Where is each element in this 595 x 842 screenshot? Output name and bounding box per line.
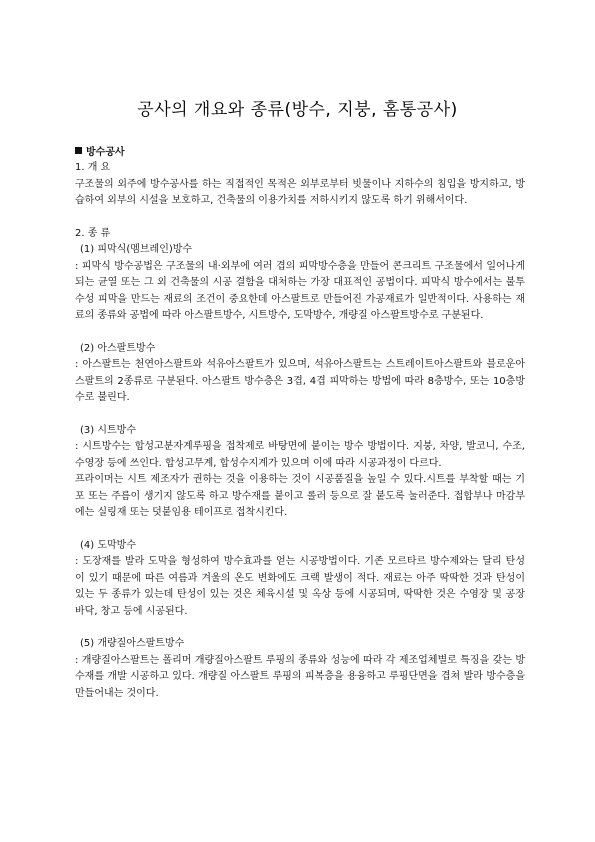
overview-heading: 1. 개 요 [75,162,111,173]
type-heading-asphalt: (2) 아스팔트방수 [80,342,156,354]
spacer [75,522,525,538]
types-heading: 2. 종 류 [75,227,111,239]
type-paragraph-coating: : 도장재를 발라 도막을 형성하여 방수효과를 얻는 시공방법이다. 기존 모르타르 방수제와는 달리 탄성이 있기 때문에 따른 여름과 겨울의 온도 변화에도 크랙 발생이 적다. 재료는 아주 딱딱한 것과 탄성이 있는 두 종류가 있는데 탄성이 있는 것은 체육시설 및 옥상 등에 시공되며, 딱딱한 것은 수영장 및 공장바닥, 창고 등에 시공된다. [75,556,525,617]
spacer [75,325,525,341]
type-paragraph-asphalt: : 아스팔트는 천연아스팔트와 석유아스팔트가 있으며, 석유아스팔트는 스트레이트아스팔트와 블로운아스팔트의 2종류로 구분된다. 아스팔트 방수층은 3겹, 4겹 피막하는 방법에 따라 8층방수, 또는 10층방수로 불린다. [75,359,525,403]
spacer [75,407,525,423]
spacer [75,210,525,226]
type-paragraph-modified-asphalt: : 개량질아스팔트는 폴리머 개량질아스팔트 루핑의 종류와 성능에 따라 각 제조업체별로 특징을 갖는 방수재를 개발 시공하고 있다. 개량질 아스팔트 루핑의 피복층을 용융하고 루핑단면을 겹쳐 발라 방수층을 만들어내는 것이다. [75,654,525,699]
square-bullet-icon [75,147,82,154]
overview-paragraph: 구조물의 외주에 방수공사를 하는 직접적인 목적은 외부로부터 빗물이나 지하수의 침입을 방지하고, 방습하여 외부의 시설을 보호하고, 건축물의 이용가치를 저하시키지 않도록 하기 위해서이다. [75,178,525,206]
type-paragraph-membrane: : 피막식 방수공법은 구조물의 내·외부에 여러 겹의 피막방수층을 만들어 콘크리트 구조물에서 일어나게 되는 균열 또는 그 외 건축물의 시공 결함을 대처하는 가장 대표적인 공법이다. 피막식 방수에서는 불투수성 피막을 만드는 재료의 조건이 중요한데 아스팔트로 만들어진 가공재료가 일반적이다. 사용하는 재료의 종류와 공법에 따라 아스팔트방수, 시트방수, 도막방수, 개량질 아스팔트방수로 구분된다. [75,260,525,321]
type-paragraph-sheet-primer: 프라이머는 시트 제조자가 권하는 것을 이용하는 것이 시공품질을 높일 수 있다.시트를 부착할 때는 기포 또는 주름이 생기지 않도록 하고 방수재를 붙이고 롤러 등으로 잘 붙도록 눌러준다. 접합부나 마감부에는 실링재 또는 덧붙임용 테이프로 접착시킨다. [75,474,525,518]
type-heading-modified-asphalt: (5) 개량질아스팔트방수 [80,638,185,649]
type-heading-coating: (4) 도막방수 [80,539,136,551]
spacer [75,620,525,636]
type-heading-sheet: (3) 시트방수 [80,424,136,436]
section-heading [75,146,525,160]
page-title: 공사의 개요와 종류(방수, 지붕, 홈통공사) [137,100,458,120]
type-paragraph-sheet: : 시트방수는 합성고분자계루핑을 접착제로 바탕면에 붙이는 방수 방법이다. 지붕, 차양, 발코니, 수조, 수영장 등에 쓰인다. 합성고무계, 합성수지계가 있으며 이에 따라 시공과정이 다르다. [75,441,525,469]
document-body [75,146,525,702]
type-heading-membrane: (1) 피막식(멤브레인)방수 [80,244,193,255]
section-heading-text: 방수공사 [86,147,125,158]
